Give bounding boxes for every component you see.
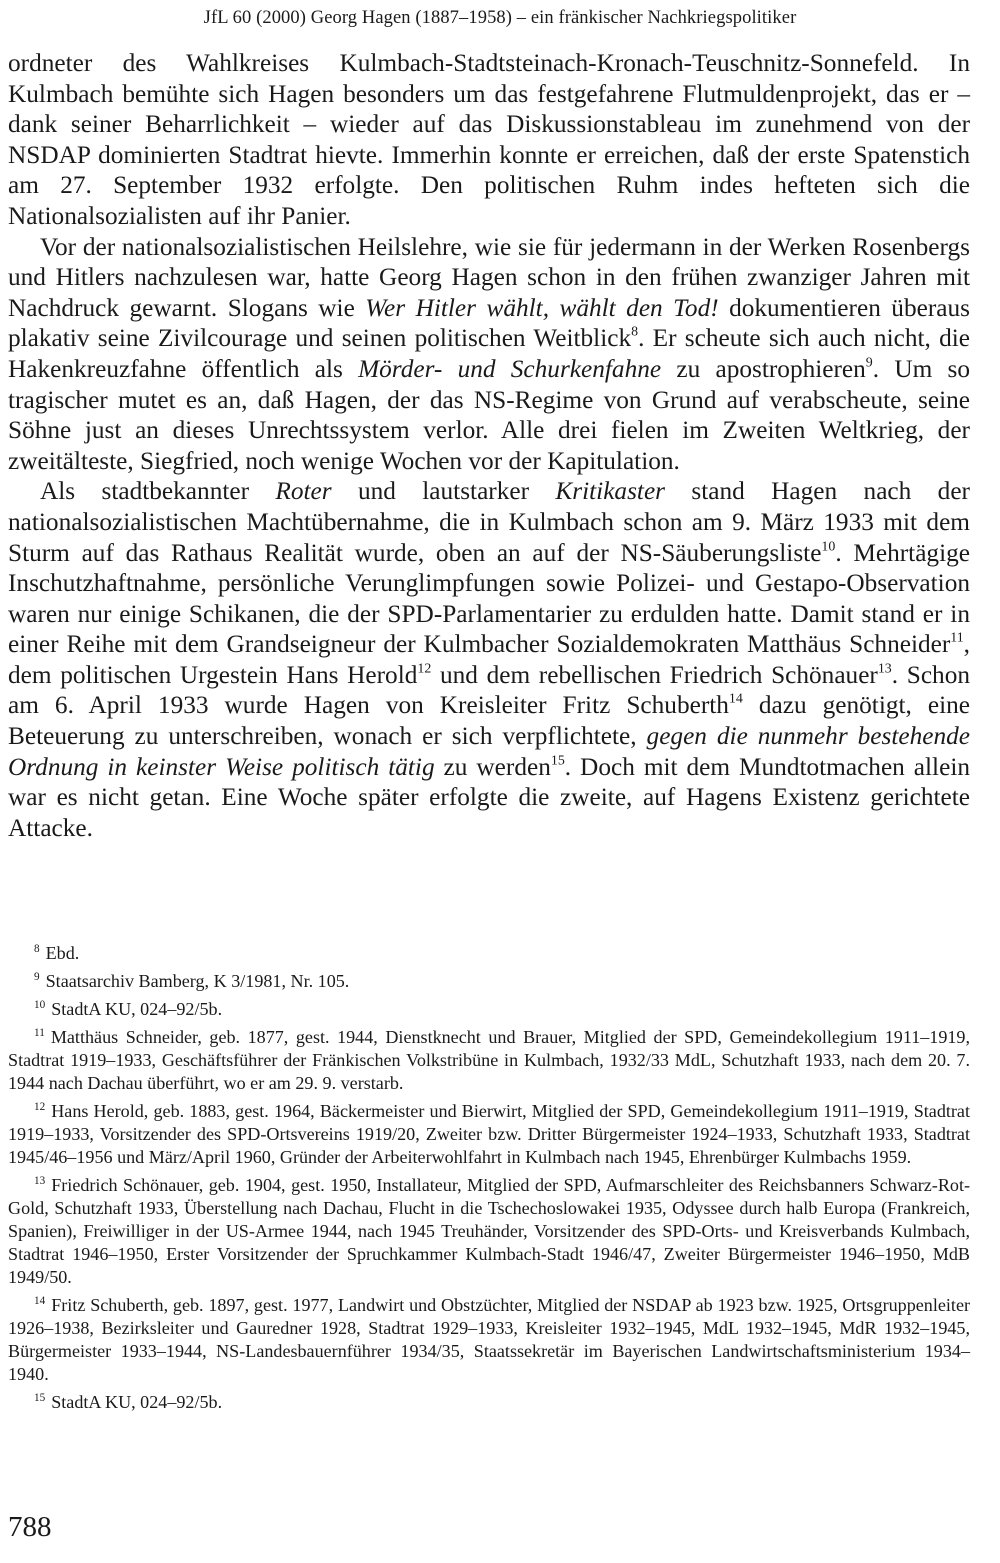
footnote-text: StadtA KU, 024–92/5b.: [51, 999, 223, 1019]
footnote-text: Fritz Schuberth, geb. 1897, gest. 1977, Landwirt und Obstzüchter, Mitglied der NSDAP ab 1923 bzw. 1925, Ortsgruppenleiter 1926–1938, Bezirksleiter und Gauredner 1928, Stadtrat 1929–1933, Kreisleiter 1932–1945, MdL 1932–1945, MdR 1932–1945, Bürgermeister 1933–1944, NS-Landesbauernführer 1934/35, Staatssekretär im Bayerischen Landwirtschaftsministerium 1934–1940.: [8, 1295, 970, 1384]
footnote-number: 11: [34, 1027, 45, 1040]
paragraph: [8, 48, 970, 232]
footnote-text: Staatsarchiv Bamberg, K 3/1981, Nr. 105.: [45, 971, 350, 991]
running-header: JfL 60 (2000) Georg Hagen (1887–1958) – ein fränkischer Nachkriegspolitiker: [203, 8, 797, 28]
italic-text: Roter: [275, 477, 332, 506]
footnote-text: Matthäus Schneider, geb. 1877, gest. 1944, Dienstknecht und Brauer, Mitglied der SPD, Gemeindekollegium 1911–1919, Stadtrat 1919–1933, Geschäftsführer der Fränkischen Volkstribüne in Kulmbach, 1932/33 MdL, Schutzhaft 1933, nach dem 20. 7. 1944 nach Dachau überführt, wo er am 29. 9. verstarb.: [8, 1027, 970, 1093]
footnote-text: StadtA KU, 024–92/5b.: [51, 1392, 223, 1412]
footnote: [8, 1100, 970, 1169]
italic-text: Wer Hitler wählt, wählt den Tod!: [365, 293, 719, 322]
footnote-number: 13: [34, 1175, 46, 1188]
footnote-number: 8: [34, 943, 40, 956]
footnote-number: 9: [34, 971, 40, 984]
text-run: Als stadtbekannter: [40, 477, 276, 506]
text-run: und lautstarker: [331, 477, 556, 506]
text-run: . Er scheute sich auch nicht, die Hakenkreuzfahne öffentlich als: [8, 324, 970, 383]
text-run: dazu genötigt, eine Beteuerung zu unterschreiben, wonach er sich verpflichtete,: [8, 691, 970, 751]
text-run: . Schon am 6. April 1933 wurde Hagen von Kreisleiter Fritz Schuberth: [8, 660, 970, 720]
text-run: Vor der nationalsozialistischen Heilslehre, wie sie für jedermann in der Werken Rosenbergs und Hitlers nachzulesen war, hatte Georg Hagen schon in den frühen zwanziger Jahren mit Nachdruck gewarnt. Slogans wie: [8, 232, 970, 322]
footnote-number: 14: [34, 1295, 46, 1308]
footnote: [8, 1026, 970, 1095]
text-run: . Mehrtägige Inschutzhaftnahme, persönliche Verunglimpfungen sowie Polizei- und Gestapo-Observation waren nur einige Schikanen, die der SPD-Parlamentarier zu erdulden hatte. Damit stand er in einer Reihe mit dem Grandseigneur der Kulmbacher Sozialdemokraten Matthäus Schneider: [8, 538, 970, 659]
footnote-ref: 9: [865, 355, 873, 371]
italic-text: Kritikaster: [555, 477, 666, 506]
footnote-text: Friedrich Schönauer, geb. 1904, gest. 1950, Installateur, Mitglied der SPD, Aufmarschleiter des Reichsbanners Schwarz-Rot-Gold, Schutzhaft 1933, Überstellung nach Dachau, Flucht in die Tschechoslowakei 1935, Odyssee durch halb Europa (Frankreich, Spanien), Freiwilliger in der US-Armee 1944, nach 1945 Treuhänder, Vorsitzender des SPD-Orts- und Kreisverbands Kulmbach, Stadtrat 1946–1950, Erster Vorsitzender der Spruchkammer Kulmbach-Stadt 1946/47, Zweiter Bürgermeister 1946–1950, MdB 1949/50.: [8, 1175, 970, 1287]
footnote-ref: 13: [877, 661, 892, 677]
text-run: stand Hagen nach der nationalsozialistischen Machtübernahme, die in Kulmbach schon am 9. März 1933 mit dem Sturm auf das Rathaus Realität wurde, oben an auf der NS-Säuberungsliste: [8, 477, 970, 567]
text-run: zu apostrophieren: [661, 354, 866, 383]
footnote-ref: 11: [950, 630, 964, 646]
footnote-number: 10: [34, 999, 46, 1012]
text-run: und dem rebellischen Friedrich Schönauer: [431, 660, 878, 689]
italic-text: gegen die nunmehr bestehende Ordnung in keinster Weise politisch tätig: [8, 722, 970, 781]
paragraph: [8, 232, 970, 477]
text-run: , dem politischen Urgestein Hans Herold: [8, 630, 970, 689]
footnote-ref: 8: [631, 324, 639, 340]
footnote: [8, 1391, 970, 1414]
footnote: [8, 1294, 970, 1386]
footnote: [8, 998, 970, 1021]
footnote: [8, 942, 970, 965]
footnote-number: 12: [34, 1101, 46, 1114]
footnote-number: 15: [34, 1392, 46, 1405]
footnote: [8, 1174, 970, 1289]
body-text: [8, 48, 970, 843]
text-run: . Doch mit dem Mundtotmachen allein war es nicht getan. Eine Woche später erfolgte die zweite, auf Hagens Existenz gerichtete Attacke.: [8, 752, 970, 842]
page-number: 788: [8, 1511, 52, 1543]
footnote-ref: 15: [550, 753, 565, 769]
footnote: [8, 970, 970, 993]
italic-text: Mörder- und Schurkenfahne: [358, 354, 662, 383]
text-run: zu werden: [434, 752, 551, 781]
footnotes: [8, 942, 970, 1419]
paragraph: [8, 476, 970, 843]
footnote-ref: 10: [821, 539, 836, 555]
footnote-ref: 12: [417, 661, 432, 677]
footnote-ref: 14: [728, 692, 743, 708]
text-run: . Um so tragischer mutet es an, daß Hagen, der das NS-Regime von Grund auf verabscheute, seine Söhne just an dieses Unrechtssystem verlor. Alle drei fielen im Zweiten Weltkrieg, der zweitälteste, Siegfried, noch wenige Wochen vor der Kapitulation.: [8, 354, 970, 475]
footnote-text: Ebd.: [45, 943, 80, 963]
text-run: ordneter des Wahlkreises Kulmbach-Stadtsteinach-Kronach-Teuschnitz-Sonnefeld. In Kulmbach bemühte sich Hagen besonders um das festgefahrene Flutmuldenprojekt, das er – dank seiner Beharrlichkeit – wieder auf das Diskussionstableau im zunehmend von der NSDAP dominierten Stadtrat hievte. Immerhin konnte er erreichen, daß der erste Spatenstich am 27. September 1932 erfolgte. Den politischen Ruhm indes hefteten sich die Nationalsozialisten auf ihr Panier.: [8, 49, 970, 230]
text-run: dokumentieren überaus plakativ seine Zivilcourage und seinen politischen Weitblick: [8, 293, 970, 353]
footnote-text: Hans Herold, geb. 1883, gest. 1964, Bäckermeister und Bierwirt, Mitglied der SPD, Gemeindekollegium 1911–1919, Stadtrat 1919–1933, Vorsitzender des SPD-Ortsvereins 1919/20, Zweiter bzw. Dritter Bürgermeister 1924–1933, Schutzhaft 1933, Stadtrat 1945/46–1956 und März/April 1960, Gründer der Arbeiterwohlfahrt in Kulmbach nach 1945, Ehrenbürger Kulmbachs 1959.: [8, 1101, 970, 1167]
